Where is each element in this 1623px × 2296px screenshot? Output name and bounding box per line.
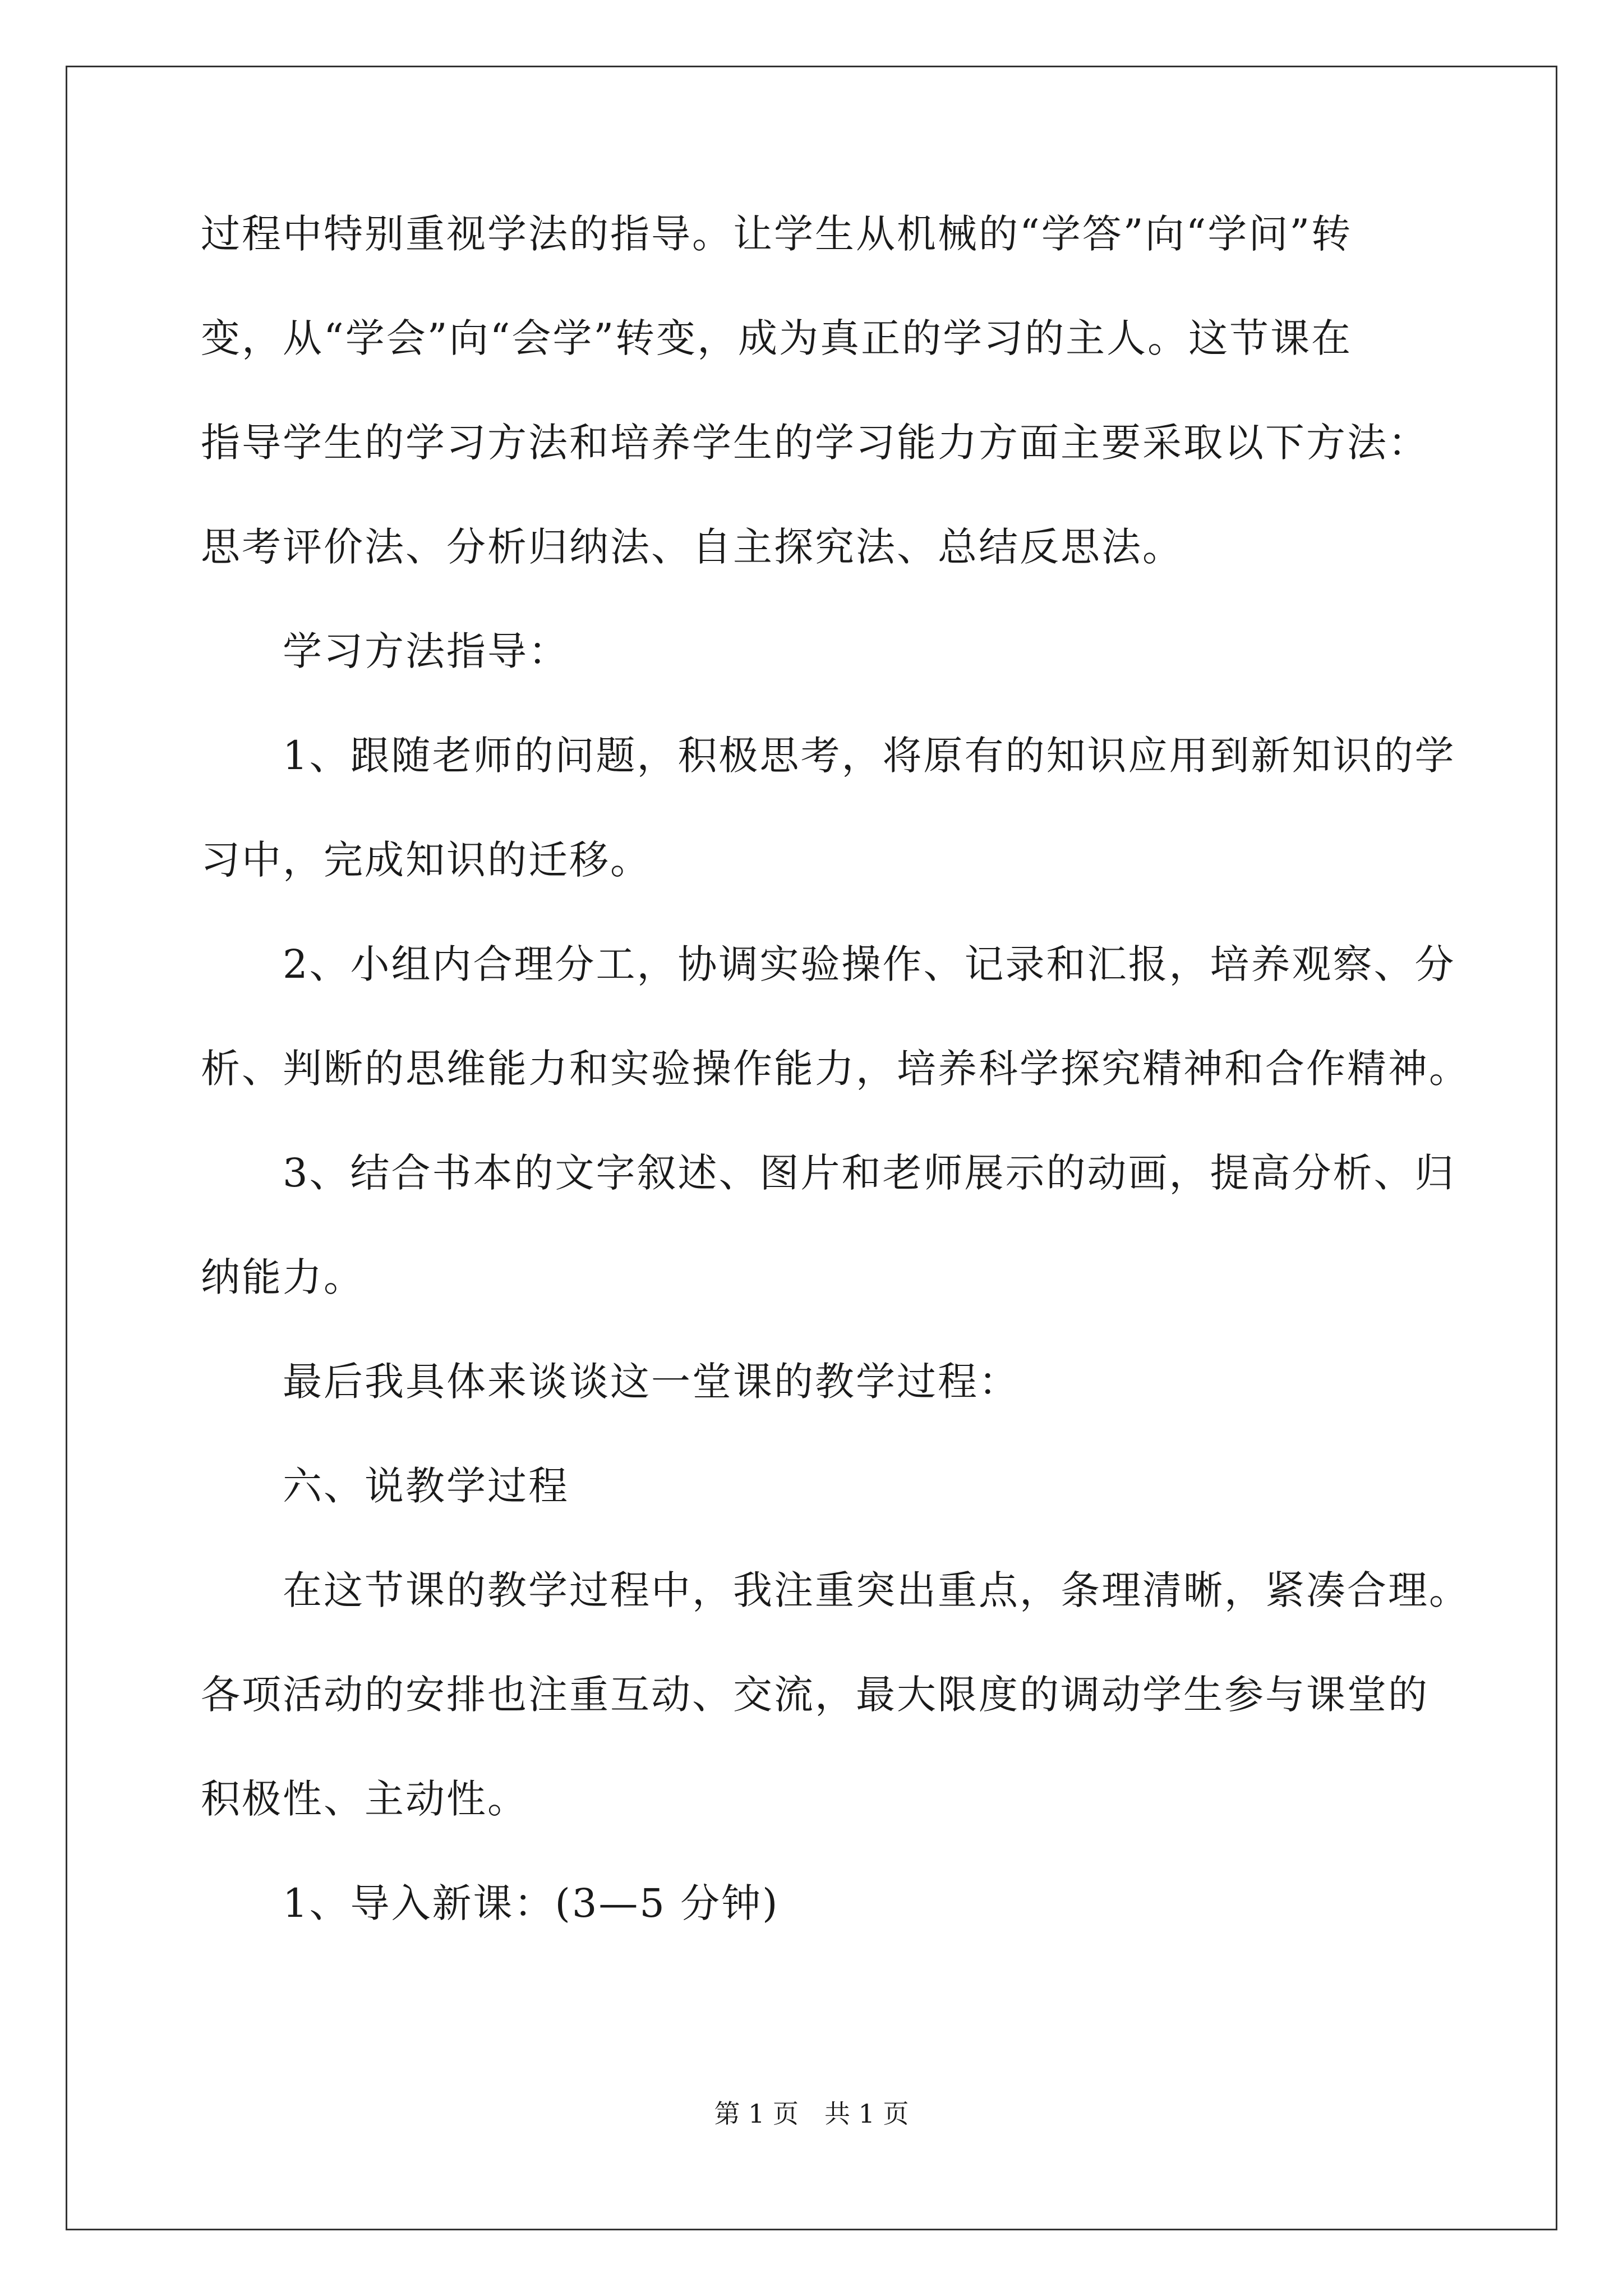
list-item: 1、导入新课：(3—5 分钟) bbox=[283, 1880, 780, 1926]
text-line: 习中，完成知识的迁移。 bbox=[201, 837, 651, 883]
list-item: 2、小组内合理分工，协调实验操作、记录和汇报，培养观察、分 bbox=[283, 941, 1456, 987]
text-line: 纳能力。 bbox=[201, 1254, 365, 1300]
text-line: 变，从“学会”向“会学”转变，成为真正的学习的主人。这节课在 bbox=[201, 315, 1353, 361]
paragraph-line: 在这节课的教学过程中，我注重突出重点，条理清晰，紧凑合理。 bbox=[283, 1567, 1470, 1613]
document-body bbox=[201, 211, 1470, 1988]
list-item: 3、结合书本的文字叙述、图片和老师展示的动画，提高分析、归 bbox=[283, 1150, 1456, 1196]
text-line: 过程中特别重视学法的指导。让学生从机械的“学答”向“学问”转 bbox=[201, 211, 1353, 257]
text-line: 各项活动的安排也注重互动、交流，最大限度的调动学生参与课堂的 bbox=[201, 1672, 1429, 1718]
text-line: 指导学生的学习方法和培养学生的学习能力方面主要采取以下方法： bbox=[201, 420, 1429, 466]
section-heading: 六、说教学过程 bbox=[283, 1463, 569, 1509]
section-heading: 学习方法指导： bbox=[283, 628, 569, 674]
paragraph-line: 最后我具体来谈谈这一堂课的教学过程： bbox=[283, 1359, 1020, 1405]
list-item: 1、跟随老师的问题，积极思考，将原有的知识应用到新知识的学 bbox=[283, 733, 1456, 779]
text-line: 积极性、主动性。 bbox=[201, 1776, 528, 1822]
page-number: 第 1 页 共 1 页 bbox=[714, 2099, 909, 2129]
text-line: 析、判断的思维能力和实验操作能力，培养科学探究精神和合作精神。 bbox=[201, 1046, 1470, 1092]
text-line: 思考评价法、分析归纳法、自主探究法、总结反思法。 bbox=[201, 524, 1183, 570]
